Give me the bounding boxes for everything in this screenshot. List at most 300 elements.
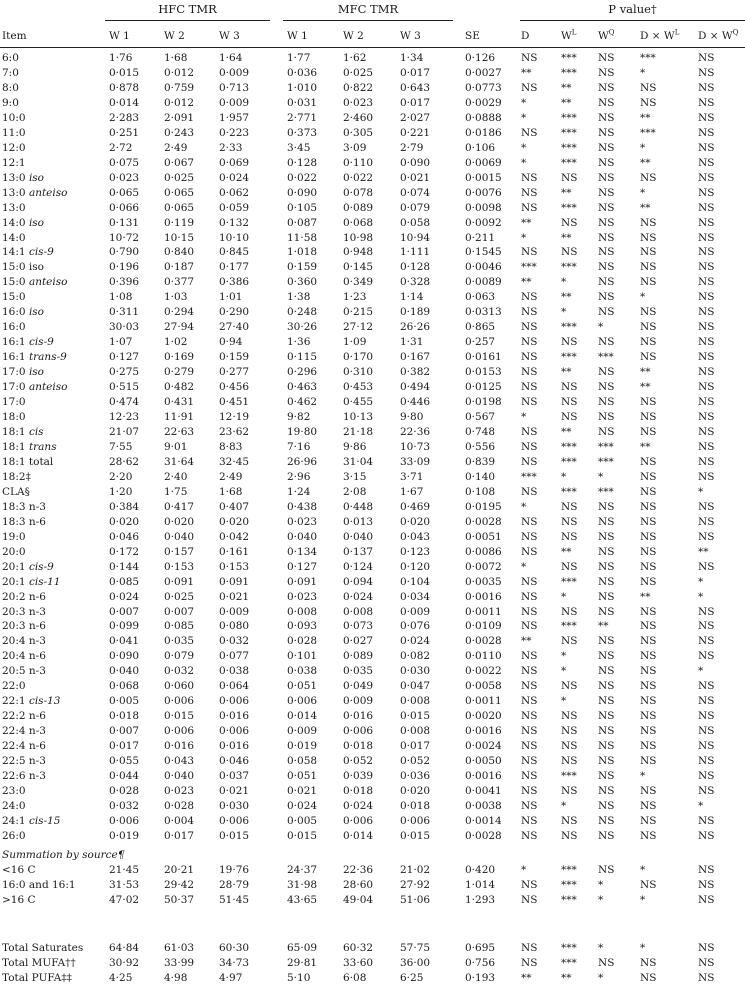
table-cell: 10·94 <box>400 231 431 244</box>
table-cell: NS <box>598 126 615 139</box>
table-cell: 0·105 <box>287 201 318 214</box>
table-row <box>0 814 745 829</box>
table-cell: 0·0076 <box>465 186 502 199</box>
table-cell: 0·021 <box>219 590 250 603</box>
table-cell: 1·14 <box>400 291 424 304</box>
table-cell: 0·456 <box>219 381 250 394</box>
table-cell: *** <box>561 261 577 274</box>
row-label: 20:3 n-3 <box>2 605 46 618</box>
table-cell: 0·009 <box>400 605 431 618</box>
table-cell: ** <box>640 111 651 124</box>
table-cell: 0·0069 <box>465 156 502 169</box>
table-cell: NS <box>640 680 657 693</box>
table-cell: 0·018 <box>343 740 374 753</box>
table-cell: NS <box>521 171 538 184</box>
table-cell: 0·016 <box>343 710 374 723</box>
table-row <box>0 305 745 320</box>
table-cell: 0·790 <box>109 246 140 259</box>
table-cell: *** <box>561 864 577 876</box>
table-cell: NS <box>598 366 615 379</box>
table-cell: 0·0773 <box>465 81 502 94</box>
table-cell: 0·839 <box>465 455 496 468</box>
table-cell: 0·567 <box>465 411 496 424</box>
table-cell: 0·0195 <box>465 500 502 513</box>
table-cell: 0·025 <box>164 171 195 184</box>
mfc-group-header: MFC TMR <box>337 2 399 16</box>
table-cell: 49·04 <box>343 894 374 906</box>
table-cell: 2·20 <box>109 470 133 483</box>
table-cell: 0·049 <box>343 680 374 693</box>
table-cell: 10·73 <box>400 440 431 453</box>
table-cell: 0·110 <box>343 156 374 169</box>
table-row <box>0 485 745 500</box>
table-cell: 0·046 <box>109 530 140 543</box>
table-cell: 0·060 <box>164 680 195 693</box>
table-cell: 0·407 <box>219 500 250 513</box>
table-cell: 10·98 <box>343 231 374 244</box>
table-cell: 0·006 <box>219 725 250 738</box>
table-cell: NS <box>521 785 538 798</box>
table-row <box>0 186 745 201</box>
table-cell: NS <box>640 800 657 812</box>
table-cell: NS <box>521 246 538 259</box>
table-cell: 0·032 <box>164 665 195 678</box>
table-cell: 0·0015 <box>465 171 502 184</box>
row-label: 20:4 n-6 <box>2 650 46 663</box>
table-cell: 0·822 <box>343 81 374 94</box>
table-cell: 0·051 <box>287 770 318 783</box>
table-cell: 0·052 <box>400 755 431 768</box>
table-cell: 30·92 <box>109 957 140 969</box>
table-cell: 20·21 <box>164 864 195 876</box>
table-cell: 0·275 <box>109 366 140 379</box>
table-cell: NS <box>521 485 538 498</box>
table-cell: 0·007 <box>109 605 140 618</box>
table-cell: 0·187 <box>164 261 195 274</box>
table-cell: 60·32 <box>343 942 374 954</box>
table-cell: NS <box>561 785 578 798</box>
table-cell: 0·556 <box>465 440 496 453</box>
table-cell: NS <box>521 455 538 468</box>
table-cell: NS <box>698 942 715 954</box>
table-cell: ** <box>561 366 572 379</box>
table-cell: 22·36 <box>400 426 431 438</box>
table-cell: 0·064 <box>219 680 250 693</box>
table-cell: 0·063 <box>465 291 496 304</box>
table-cell: NS <box>698 755 715 768</box>
table-cell: 0·153 <box>219 560 250 573</box>
table-cell: 21·07 <box>109 426 140 438</box>
table-cell: NS <box>640 710 657 723</box>
table-cell: 0·328 <box>400 276 431 289</box>
table-cell: * <box>561 276 567 289</box>
row-label: 26:0 <box>2 829 26 842</box>
row-label: 15:0 iso <box>2 261 44 274</box>
table-cell: 0·068 <box>109 680 140 693</box>
table-cell: 0·046 <box>219 755 250 768</box>
row-label: 22:2 n-6 <box>2 710 46 723</box>
table-cell: 0·015 <box>109 66 140 79</box>
table-cell: 0·448 <box>343 500 374 513</box>
table-cell: 0·035 <box>164 635 195 648</box>
table-cell: 21·02 <box>400 864 431 876</box>
table-cell: 57·75 <box>400 942 431 954</box>
header-rule <box>0 47 745 48</box>
table-cell: 2·091 <box>164 111 195 124</box>
table-cell: 0·017 <box>400 66 431 79</box>
table-cell: NS <box>598 957 615 969</box>
table-cell: 0·131 <box>109 216 140 229</box>
table-cell: NS <box>521 126 538 139</box>
table-cell: 0·360 <box>287 276 318 289</box>
table-cell: NS <box>521 710 538 723</box>
table-cell: 0·134 <box>287 545 318 558</box>
table-cell: 0·0038 <box>465 800 502 812</box>
table-cell: *** <box>561 957 577 969</box>
table-cell: NS <box>598 96 615 109</box>
table-row <box>0 141 745 156</box>
table-cell: 0·382 <box>400 366 431 379</box>
table-cell: 0·024 <box>400 635 431 648</box>
table-cell: 0·091 <box>164 575 195 588</box>
table-cell: 0·019 <box>109 829 140 842</box>
table-cell: 0·074 <box>400 186 431 199</box>
table-cell: NS <box>698 426 715 438</box>
table-cell: 0·065 <box>109 186 140 199</box>
row-label: 10:0 <box>2 111 26 124</box>
table-cell: 1·68 <box>219 485 243 498</box>
table-cell: 0·221 <box>400 126 431 139</box>
row-label: 17:0 <box>2 396 26 409</box>
table-cell: 0·034 <box>400 590 431 603</box>
table-cell: 0·021 <box>219 785 250 798</box>
table-cell: NS <box>698 291 715 304</box>
table-cell: 0·006 <box>343 814 374 827</box>
table-cell: 0·009 <box>287 725 318 738</box>
table-cell: 1·03 <box>164 291 188 304</box>
dxwq-header: $D \times W^Q$ <box>698 28 739 42</box>
table-cell: 0·446 <box>400 396 431 409</box>
table-cell: 0·089 <box>343 650 374 663</box>
table-cell: NS <box>561 680 578 693</box>
table-cell: NS <box>561 500 578 513</box>
table-cell: 28·62 <box>109 455 140 468</box>
table-cell: 34·73 <box>219 957 250 969</box>
mfc-group-rule <box>283 20 453 21</box>
row-label: 22:5 n-3 <box>2 755 46 768</box>
table-cell: 9·80 <box>400 411 424 424</box>
table-cell: 0·865 <box>465 321 496 334</box>
table-cell: NS <box>640 879 657 891</box>
table-cell: NS <box>640 755 657 768</box>
table-cell: 0·075 <box>109 156 140 169</box>
row-label: 20:0 <box>2 545 26 558</box>
table-cell: 1·68 <box>164 52 188 64</box>
table-cell: NS <box>698 396 715 409</box>
table-cell: 0·840 <box>164 246 195 259</box>
table-cell: 0·948 <box>343 246 374 259</box>
table-cell: NS <box>521 770 538 783</box>
row-label: <16 C <box>2 864 36 876</box>
table-cell: ** <box>561 972 572 984</box>
table-cell: NS <box>640 695 657 708</box>
table-cell: 0·022 <box>287 171 318 184</box>
row-label: Total MUFA†† <box>2 957 76 969</box>
table-cell: NS <box>698 231 715 244</box>
mfc-w3-header: W 3 <box>400 30 421 42</box>
table-cell: * <box>598 321 604 334</box>
table-cell: 0·0198 <box>465 396 502 409</box>
table-cell: 0·047 <box>400 680 431 693</box>
table-cell: NS <box>598 500 615 513</box>
table-cell: 31·04 <box>343 455 374 468</box>
table-cell: 9·01 <box>164 440 188 453</box>
table-cell: 1·02 <box>164 336 188 349</box>
table-cell: 1·018 <box>287 246 318 259</box>
table-cell: NS <box>598 680 615 693</box>
table-row <box>0 754 745 769</box>
row-label: 18:0 <box>2 411 26 424</box>
table-cell: 0·169 <box>164 351 195 364</box>
table-cell: ** <box>561 186 572 199</box>
table-row <box>0 395 745 410</box>
table-row <box>0 694 745 709</box>
table-cell: 0·006 <box>400 814 431 827</box>
table-cell: 0·455 <box>343 396 374 409</box>
table-cell: NS <box>521 590 538 603</box>
table-cell: 0·066 <box>109 201 140 214</box>
table-cell: 9·82 <box>287 411 311 424</box>
table-cell: 0·099 <box>109 620 140 633</box>
table-cell: NS <box>698 261 715 274</box>
table-cell: NS <box>521 81 538 94</box>
table-cell: NS <box>598 635 615 648</box>
table-cell: ** <box>561 81 572 94</box>
table-cell: 0·012 <box>164 96 195 109</box>
hfc-group-header: HFC TMR <box>158 2 217 16</box>
table-cell: 0·017 <box>400 740 431 753</box>
table-row <box>0 245 745 260</box>
table-cell: NS <box>521 396 538 409</box>
table-cell: 1·07 <box>109 336 133 349</box>
table-cell: *** <box>640 126 656 139</box>
table-cell: 0·0109 <box>465 620 502 633</box>
table-cell: NS <box>598 605 615 618</box>
table-cell: 1·34 <box>400 52 424 64</box>
table-cell: 1·293 <box>465 894 496 906</box>
table-cell: NS <box>698 81 715 94</box>
table-cell: * <box>521 231 527 244</box>
table-row <box>0 440 745 455</box>
table-cell: ** <box>640 440 651 453</box>
table-cell: NS <box>698 216 715 229</box>
table-cell: NS <box>598 530 615 543</box>
table-cell: 0·085 <box>164 620 195 633</box>
table-cell: 30·26 <box>287 321 318 334</box>
table-cell: NS <box>698 126 715 139</box>
table-cell: 10·15 <box>164 231 195 244</box>
table-cell: 7·55 <box>109 440 133 453</box>
table-cell: 0·028 <box>109 785 140 798</box>
table-cell: 0·007 <box>109 725 140 738</box>
table-cell: 10·10 <box>219 231 250 244</box>
table-cell: 2·79 <box>400 141 424 154</box>
table-cell: NS <box>640 740 657 753</box>
table-row <box>0 66 745 81</box>
table-cell: 0·039 <box>343 770 374 783</box>
table-cell: *** <box>598 440 614 453</box>
table-cell: NS <box>598 575 615 588</box>
table-cell: 0·349 <box>343 276 374 289</box>
table-row <box>0 575 745 590</box>
table-cell: * <box>598 972 604 984</box>
table-cell: 0·006 <box>219 695 250 708</box>
table-cell: 0·0028 <box>465 829 502 842</box>
table-cell: 0·474 <box>109 396 140 409</box>
table-cell: 0·080 <box>219 620 250 633</box>
table-cell: NS <box>698 605 715 618</box>
table-cell: 0·469 <box>400 500 431 513</box>
table-cell: 0·126 <box>465 52 496 64</box>
table-cell: NS <box>598 560 615 573</box>
table-cell: 47·02 <box>109 894 140 906</box>
row-label: 20:5 n-3 <box>2 665 46 678</box>
table-cell: 0·037 <box>219 770 250 783</box>
row-label: 7:0 <box>2 66 19 79</box>
table-cell: NS <box>640 575 657 588</box>
table-cell: NS <box>640 605 657 618</box>
table-cell: NS <box>521 201 538 214</box>
table-cell: 36·00 <box>400 957 431 969</box>
table-cell: *** <box>561 440 577 453</box>
table-cell: NS <box>698 336 715 349</box>
table-cell: NS <box>598 246 615 259</box>
table-cell: 0·153 <box>164 560 195 573</box>
table-cell: 2·771 <box>287 111 318 124</box>
table-cell: NS <box>598 336 615 349</box>
table-cell: NS <box>640 650 657 663</box>
table-cell: *** <box>561 575 577 588</box>
wq-header: $W^Q$ <box>598 28 615 42</box>
table-cell: ** <box>521 66 532 79</box>
table-cell: 0·0016 <box>465 725 502 738</box>
table-cell: * <box>561 306 567 319</box>
table-cell: NS <box>640 426 657 438</box>
table-cell: NS <box>598 650 615 663</box>
table-cell: 28·79 <box>219 879 250 891</box>
table-cell: NS <box>598 426 615 438</box>
row-label: 22:4 n-3 <box>2 725 46 738</box>
table-cell: *** <box>561 52 577 64</box>
table-cell: 0·311 <box>109 306 140 319</box>
table-cell: NS <box>598 770 615 783</box>
table-cell: NS <box>698 52 715 64</box>
table-cell: * <box>640 894 646 906</box>
table-cell: NS <box>598 52 615 64</box>
table-cell: NS <box>521 291 538 304</box>
table-row <box>0 290 745 305</box>
table-cell: 0·042 <box>219 530 250 543</box>
table-cell: 0·211 <box>465 231 496 244</box>
row-label: 22:6 n-3 <box>2 770 46 783</box>
table-row <box>0 941 745 956</box>
table-cell: * <box>521 111 527 124</box>
table-cell: NS <box>561 710 578 723</box>
table-cell: 0·079 <box>164 650 195 663</box>
table-cell: 0·515 <box>109 381 140 394</box>
table-cell: *** <box>561 126 577 139</box>
table-cell: 0·159 <box>219 351 250 364</box>
table-row <box>0 590 745 605</box>
table-cell: NS <box>521 894 538 906</box>
table-cell: 0·014 <box>343 829 374 842</box>
table-cell: 0·018 <box>400 800 431 812</box>
hfc-group-rule <box>105 20 270 21</box>
table-cell: * <box>598 879 604 891</box>
table-cell: 26·96 <box>287 455 318 468</box>
table-row <box>0 500 745 515</box>
row-label: 24:0 <box>2 800 26 812</box>
table-cell: 12·19 <box>219 411 250 424</box>
table-cell: 11·58 <box>287 231 318 244</box>
table-cell: 0·024 <box>343 590 374 603</box>
table-cell: * <box>521 411 527 424</box>
table-cell: 19·76 <box>219 864 250 876</box>
table-cell: 0·021 <box>287 785 318 798</box>
table-row <box>0 275 745 290</box>
table-cell: 3·15 <box>343 470 367 483</box>
table-row <box>0 739 745 754</box>
table-cell: 0·177 <box>219 261 250 274</box>
table-cell: 0·132 <box>219 216 250 229</box>
table-cell: 0·077 <box>219 650 250 663</box>
table-cell: 7·16 <box>287 440 311 453</box>
table-cell: NS <box>640 829 657 842</box>
table-cell: ** <box>640 156 651 169</box>
table-cell: *** <box>561 351 577 364</box>
row-label: 20:4 n-3 <box>2 635 46 648</box>
table-cell: 0·0058 <box>465 680 502 693</box>
table-cell: 0·069 <box>219 156 250 169</box>
table-cell: 0·040 <box>343 530 374 543</box>
table-cell: NS <box>561 411 578 424</box>
table-cell: 0·020 <box>219 515 250 528</box>
table-cell: 27·94 <box>164 321 195 334</box>
table-cell: 0·279 <box>164 366 195 379</box>
table-row <box>0 171 745 186</box>
table-cell: ** <box>561 426 572 438</box>
table-cell: 0·290 <box>219 306 250 319</box>
table-cell: 0·438 <box>287 500 318 513</box>
table-cell: 0·008 <box>400 695 431 708</box>
table-cell: NS <box>640 470 657 483</box>
table-cell: NS <box>561 725 578 738</box>
table-cell: NS <box>521 957 538 969</box>
table-cell: NS <box>598 590 615 603</box>
table-cell: ** <box>561 545 572 558</box>
table-cell: * <box>598 942 604 954</box>
table-cell: 50·37 <box>164 894 195 906</box>
table-row <box>0 156 745 171</box>
table-row <box>0 956 745 971</box>
table-cell: 4·25 <box>109 972 133 984</box>
table-cell: 2·283 <box>109 111 140 124</box>
table-cell: 0·020 <box>109 515 140 528</box>
row-label: 20:2 n-6 <box>2 590 46 603</box>
table-cell: NS <box>598 261 615 274</box>
row-label: 13:0 iso <box>2 171 45 184</box>
mfc-w2-header: W 2 <box>343 30 364 42</box>
